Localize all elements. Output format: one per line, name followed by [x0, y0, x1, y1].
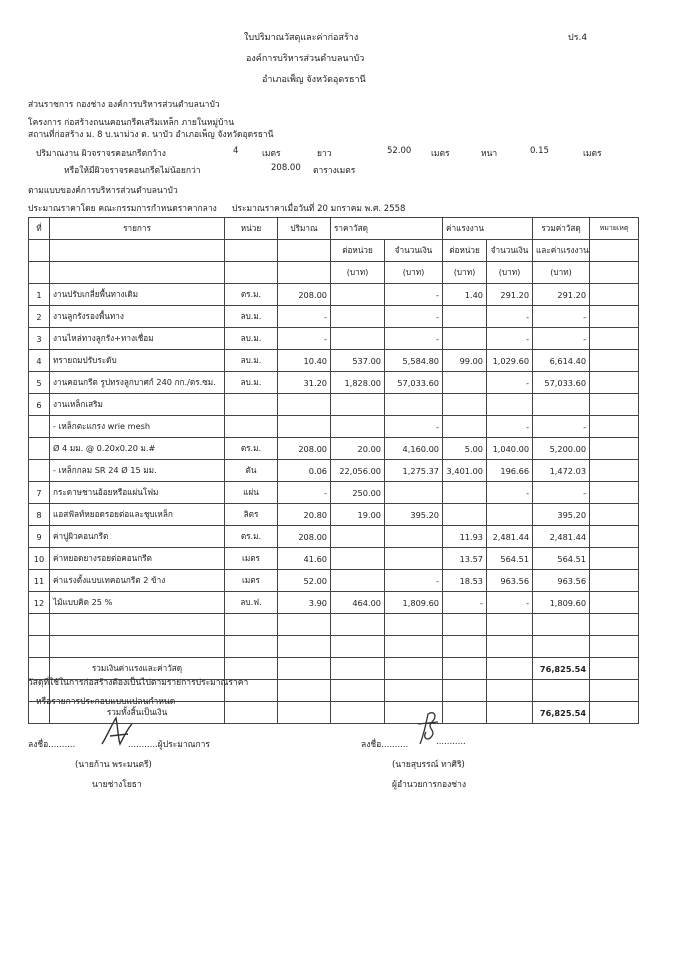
- right-sign-prefix: ลงชื่อ..........: [361, 740, 409, 750]
- row-note: [590, 570, 639, 592]
- row-quantity: -: [278, 328, 331, 350]
- col-no-header: ที่: [29, 218, 50, 240]
- footer-note-2: หรือรายการประกอบแบบแปลนกำหนด: [36, 697, 176, 707]
- table-row: [29, 372, 639, 394]
- row-note: [590, 504, 639, 526]
- row-labor-amount: -: [487, 482, 533, 504]
- row-total: 2,481.44: [533, 526, 590, 548]
- row-unit: ลบ.ม.: [225, 350, 278, 372]
- estimate-table: [28, 217, 639, 724]
- baht-header: (บาท): [533, 262, 590, 284]
- area-label: หรือให้มีผิวจราจรคอนกรีตไม่น้อยกว่า: [64, 166, 201, 176]
- project-line: โครงการ ก่อสร้างถนนคอนกรีตเสริมเหล็ก ภายในหมู่บ้าน: [28, 118, 235, 128]
- labor-unitprice-header: ต่อหน่วย: [443, 240, 487, 262]
- row-quantity: 3.90: [278, 592, 331, 614]
- row-unit: เมตร: [225, 570, 278, 592]
- row-labor-unitprice: 11.93: [443, 526, 487, 548]
- row-note: [590, 526, 639, 548]
- row-material-amount: 395.20: [385, 504, 443, 526]
- row-material-amount: -: [385, 328, 443, 350]
- row-note: [590, 592, 639, 614]
- row-number: 6: [29, 394, 50, 416]
- area-unit: ตารางเมตร: [313, 166, 356, 176]
- width-unit: เมตร: [262, 149, 281, 159]
- row-unit: ลบ.ม.: [225, 306, 278, 328]
- row-unit: แผ่น: [225, 482, 278, 504]
- row-labor-unitprice: [443, 394, 487, 416]
- row-material-unitprice: [331, 284, 385, 306]
- row-labor-amount: -: [487, 592, 533, 614]
- subtotal-value: 76,825.54: [533, 658, 590, 680]
- left-signer-name: (นายก้าน พระมนตรี): [75, 760, 152, 770]
- table-row: [29, 350, 639, 372]
- table-row: [29, 328, 639, 350]
- right-signer-title: ผู้อำนวยการกองช่าง: [392, 780, 467, 790]
- row-total: 1,472.03: [533, 460, 590, 482]
- left-sign-suffix: ...........ผู้ประมาณการ: [128, 740, 210, 750]
- thickness-unit: เมตร: [583, 149, 602, 159]
- road-area: 208.00: [271, 163, 301, 173]
- row-item: แอสฟัลท์หยอดรอยต่อและชุบเหล็ก: [50, 504, 225, 526]
- table-row: [29, 416, 639, 438]
- table-row: [29, 460, 639, 482]
- row-labor-amount: 1,040.00: [487, 438, 533, 460]
- row-material-unitprice: 20.00: [331, 438, 385, 460]
- table-row: [29, 438, 639, 460]
- row-material-amount: 1,809.60: [385, 592, 443, 614]
- row-number: [29, 416, 50, 438]
- row-labor-unitprice: [443, 416, 487, 438]
- row-note: [590, 548, 639, 570]
- row-item: งานไหล่ทางลูกรัง+ทางเชื่อม: [50, 328, 225, 350]
- col-unit-header: หน่วย: [225, 218, 278, 240]
- row-material-unitprice: 22,056.00: [331, 460, 385, 482]
- subtotal-label: รวมเงินค่าแรงและค่าวัสดุ: [50, 658, 225, 680]
- org-name: องค์การบริหารส่วนตำบลนาบัว: [246, 54, 365, 64]
- row-note: [590, 482, 639, 504]
- row-labor-amount: -: [487, 328, 533, 350]
- row-labor-amount: [487, 504, 533, 526]
- right-signer-name: (นายสุบรรณ์ ทาศิริ): [392, 760, 465, 770]
- row-material-unitprice: [331, 416, 385, 438]
- row-quantity: 41.60: [278, 548, 331, 570]
- row-note: [590, 372, 639, 394]
- row-unit: เมตร: [225, 548, 278, 570]
- row-number: 12: [29, 592, 50, 614]
- row-material-amount: -: [385, 284, 443, 306]
- row-note: [590, 328, 639, 350]
- row-note: [590, 306, 639, 328]
- row-unit: ลบ.ม.: [225, 328, 278, 350]
- row-item: ไม้แบบคิด 25 %: [50, 592, 225, 614]
- row-quantity: 208.00: [278, 526, 331, 548]
- row-note: [590, 284, 639, 306]
- row-labor-amount: 1,029.60: [487, 350, 533, 372]
- row-labor-unitprice: [443, 372, 487, 394]
- material-amount-header: จำนวนเงิน: [385, 240, 443, 262]
- road-width: 4: [233, 146, 239, 156]
- row-material-amount: [385, 482, 443, 504]
- district-name: อำเภอเพ็ญ จังหวัดอุดรธานี: [262, 75, 366, 85]
- table-row: [29, 284, 639, 306]
- col-total-header-1: รวมค่าวัสดุ: [533, 218, 590, 240]
- row-item: งานเหล็กเสริม: [50, 394, 225, 416]
- grand-total-value: 76,825.54: [533, 702, 590, 724]
- col-item-header: รายการ: [50, 218, 225, 240]
- row-labor-unitprice: 13.57: [443, 548, 487, 570]
- row-item: - เหล็กกลม SR 24 Ø 15 มม.: [50, 460, 225, 482]
- row-material-unitprice: 19.00: [331, 504, 385, 526]
- row-note: [590, 460, 639, 482]
- row-labor-unitprice: 1.40: [443, 284, 487, 306]
- row-unit: [225, 416, 278, 438]
- row-note: [590, 350, 639, 372]
- road-length: 52.00: [387, 146, 412, 156]
- row-quantity: -: [278, 482, 331, 504]
- row-material-amount: 57,033.60: [385, 372, 443, 394]
- row-item: ค่าแรงตั้งแบบเทคอนกรีต 2 ข้าง: [50, 570, 225, 592]
- row-labor-unitprice: -: [443, 592, 487, 614]
- row-note: [590, 438, 639, 460]
- row-labor-unitprice: 5.00: [443, 438, 487, 460]
- row-total: 291.20: [533, 284, 590, 306]
- row-note: [590, 394, 639, 416]
- row-labor-amount: [487, 394, 533, 416]
- row-number: 4: [29, 350, 50, 372]
- col-material-header: ราคาวัสดุ: [331, 218, 443, 240]
- table-row: [29, 526, 639, 548]
- row-unit: ลบ.ม.: [225, 372, 278, 394]
- row-unit: ลิตร: [225, 504, 278, 526]
- row-labor-unitprice: 3,401.00: [443, 460, 487, 482]
- row-labor-amount: 963.56: [487, 570, 533, 592]
- row-quantity: 20.80: [278, 504, 331, 526]
- length-label: ยาว: [317, 149, 332, 159]
- row-material-unitprice: [331, 570, 385, 592]
- col-labor-header: ค่าแรงงาน: [443, 218, 533, 240]
- row-material-unitprice: [331, 328, 385, 350]
- row-material-amount: [385, 526, 443, 548]
- row-number: 7: [29, 482, 50, 504]
- row-total: 395.20: [533, 504, 590, 526]
- thickness-label: หนา: [481, 149, 498, 159]
- col-qty-header: ปริมาณ: [278, 218, 331, 240]
- row-material-unitprice: [331, 548, 385, 570]
- baht-header: (บาท): [385, 262, 443, 284]
- row-quantity: 208.00: [278, 438, 331, 460]
- row-labor-amount: -: [487, 416, 533, 438]
- row-item: - เหล็กตะแกรง wrie mesh: [50, 416, 225, 438]
- qty-label: ปริมาณงาน ผิวจราจรคอนกรีตกว้าง: [36, 149, 166, 159]
- row-number: 3: [29, 328, 50, 350]
- row-quantity: [278, 416, 331, 438]
- table-row: [29, 592, 639, 614]
- row-item: ค่าปูผิวคอนกรีต: [50, 526, 225, 548]
- row-total: -: [533, 482, 590, 504]
- row-quantity: -: [278, 306, 331, 328]
- row-material-amount: [385, 394, 443, 416]
- row-labor-unitprice: 99.00: [443, 350, 487, 372]
- row-number: 11: [29, 570, 50, 592]
- row-item: Ø 4 มม. @ 0.20x0.20 ม.#: [50, 438, 225, 460]
- row-material-amount: -: [385, 306, 443, 328]
- row-material-unitprice: 464.00: [331, 592, 385, 614]
- table-row: [29, 394, 639, 416]
- pattern-line: ตามแบบของค์การบริหารส่วนตำบลนาบัว: [28, 186, 178, 196]
- row-total: -: [533, 328, 590, 350]
- row-material-amount: -: [385, 570, 443, 592]
- col-total-header-2: และค่าแรงงาน: [533, 240, 590, 262]
- row-total: 57,033.60: [533, 372, 590, 394]
- row-total: 6,614.40: [533, 350, 590, 372]
- row-labor-amount: 196.66: [487, 460, 533, 482]
- table-row: [29, 482, 639, 504]
- row-quantity: [278, 394, 331, 416]
- dept-line: ส่วนราชการ กองช่าง องค์การบริหารส่วนตำบลนาบัว: [28, 100, 220, 110]
- left-sign-prefix: ลงชื่อ..........: [28, 740, 76, 750]
- row-labor-amount: 291.20: [487, 284, 533, 306]
- row-material-amount: 4,160.00: [385, 438, 443, 460]
- baht-header: (บาท): [331, 262, 385, 284]
- grand-total-label: รวมทั้งสิ้นเป็นเงิน: [50, 702, 225, 724]
- baht-header: (บาท): [443, 262, 487, 284]
- table-row: [29, 504, 639, 526]
- row-unit: ตัน: [225, 460, 278, 482]
- row-labor-amount: -: [487, 372, 533, 394]
- table-row: [29, 306, 639, 328]
- row-labor-unitprice: 18.53: [443, 570, 487, 592]
- row-unit: ลบ.ฟ.: [225, 592, 278, 614]
- row-quantity: 52.00: [278, 570, 331, 592]
- left-signature: [98, 714, 138, 748]
- row-material-unitprice: 537.00: [331, 350, 385, 372]
- row-item: ค่าหยอดยางรอยต่อคอนกรีต: [50, 548, 225, 570]
- row-item: งานคอนกรีต รูปทรงลูกบาศก์ 240 กก./ตร.ซม.: [50, 372, 225, 394]
- row-total: -: [533, 306, 590, 328]
- row-total: 1,809.60: [533, 592, 590, 614]
- row-labor-unitprice: [443, 482, 487, 504]
- left-signer-title: นายช่างโยธา: [92, 780, 142, 790]
- row-item: กระดาษชานอ้อยหรือแผ่นโฟม: [50, 482, 225, 504]
- row-note: [590, 416, 639, 438]
- col-note-header: หมายเหตุ: [590, 218, 639, 240]
- table-row: [29, 548, 639, 570]
- row-total: 564.51: [533, 548, 590, 570]
- row-material-unitprice: 1,828.00: [331, 372, 385, 394]
- row-unit: [225, 394, 278, 416]
- row-quantity: 10.40: [278, 350, 331, 372]
- row-number: [29, 438, 50, 460]
- estimator-line: ประมาณราคาโดย คณะกรรมการกำหนดราคากลาง: [28, 204, 217, 214]
- row-material-unitprice: [331, 306, 385, 328]
- row-labor-amount: 564.51: [487, 548, 533, 570]
- right-sign-suffix: ...........: [436, 737, 466, 747]
- row-unit: ตร.ม.: [225, 284, 278, 306]
- row-material-amount: 5,584.80: [385, 350, 443, 372]
- row-material-amount: -: [385, 416, 443, 438]
- row-item: งานปรับเกลี่ยพื้นทางเดิม: [50, 284, 225, 306]
- row-number: 10: [29, 548, 50, 570]
- row-labor-amount: -: [487, 306, 533, 328]
- row-material-amount: 1,275.37: [385, 460, 443, 482]
- row-labor-amount: 2,481.44: [487, 526, 533, 548]
- row-number: 1: [29, 284, 50, 306]
- row-material-amount: [385, 548, 443, 570]
- material-unitprice-header: ต่อหน่วย: [331, 240, 385, 262]
- row-number: [29, 460, 50, 482]
- labor-amount-header: จำนวนเงิน: [487, 240, 533, 262]
- row-labor-unitprice: [443, 328, 487, 350]
- row-labor-unitprice: [443, 306, 487, 328]
- row-number: 5: [29, 372, 50, 394]
- row-material-unitprice: [331, 526, 385, 548]
- row-quantity: 31.20: [278, 372, 331, 394]
- form-code: ปร.4: [568, 33, 588, 43]
- row-number: 8: [29, 504, 50, 526]
- road-thickness: 0.15: [530, 146, 549, 156]
- location-line: สถานที่ก่อสร้าง ม. 8 บ.นาม่วง ต. นาบัว อำเภอเพ็ญ จังหวัดอุดรธานี: [28, 130, 274, 140]
- row-total: 5,200.00: [533, 438, 590, 460]
- table-row: [29, 570, 639, 592]
- doc-title: ใบปริมาณวัสดุและค่าก่อสร้าง: [244, 33, 359, 43]
- row-material-unitprice: [331, 394, 385, 416]
- footer-note-1: วัสดุที่ใช้ในการก่อสร้างต้องเป็นไปตามรายการประมาณราคา: [28, 678, 249, 688]
- row-item: งานลูกรังรองพื้นทาง: [50, 306, 225, 328]
- row-material-unitprice: 250.00: [331, 482, 385, 504]
- row-unit: ตร.ม.: [225, 438, 278, 460]
- row-item: ทรายถมปรับระดับ: [50, 350, 225, 372]
- estimate-date: ประมาณราคาเมื่อวันที่ 20 มกราคม พ.ศ. 2558: [232, 204, 406, 214]
- baht-header: (บาท): [487, 262, 533, 284]
- row-number: 2: [29, 306, 50, 328]
- row-total: -: [533, 416, 590, 438]
- row-total: [533, 394, 590, 416]
- row-quantity: 0.06: [278, 460, 331, 482]
- row-quantity: 208.00: [278, 284, 331, 306]
- row-total: 963.56: [533, 570, 590, 592]
- length-unit: เมตร: [431, 149, 450, 159]
- right-signature: [410, 708, 444, 748]
- row-unit: ตร.ม.: [225, 526, 278, 548]
- row-number: 9: [29, 526, 50, 548]
- row-labor-unitprice: [443, 504, 487, 526]
